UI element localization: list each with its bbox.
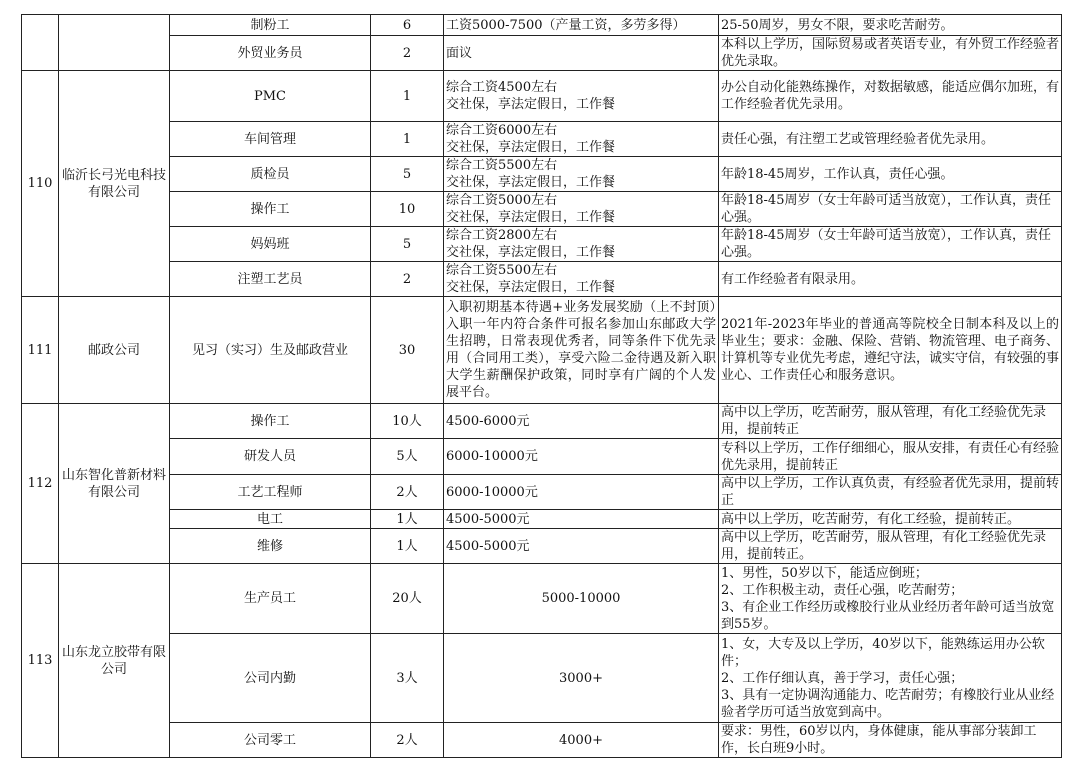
salary-line: 综合工资2800左右	[446, 228, 558, 243]
table-row	[22, 262, 1062, 297]
headcount-cell: 1	[371, 71, 444, 122]
table-row	[22, 564, 1062, 634]
headcount-cell: 30	[371, 297, 444, 404]
headcount-cell: 2	[371, 36, 444, 71]
salary-cell: 4500-5000元	[444, 510, 719, 529]
salary-line: 交社保，享法定假日，工作餐	[446, 245, 616, 260]
salary-cell	[444, 71, 719, 122]
requirement-cell: 年龄18-45周岁（女士年龄可适当放宽），工作认真，责任心强。	[719, 227, 1062, 262]
table-row	[22, 15, 1062, 36]
salary-cell: 工资5000-7500（产量工资，多劳多得）	[444, 15, 719, 36]
salary-cell: 入职初期基本待遇+业务发展奖励（上不封顶）入职一年内符合条件可报名参加山东邮政大学生招聘，日常表现优秀者，同等条件下优先录用（合同用工类），享受六险二金待遇及新入职大学生薪酬保护政策，同时享有广阔的个人发展平台。	[444, 297, 719, 404]
position-cell: 生产员工	[170, 564, 371, 634]
salary-line: 综合工资4500左右	[446, 80, 558, 95]
requirement-line: 2、工作积极主动，责任心强，吃苦耐劳；	[721, 582, 964, 598]
salary-line: 交社保，享法定假日，工作餐	[446, 97, 616, 112]
salary-cell: 3000+	[444, 634, 719, 723]
position-cell: 公司零工	[170, 723, 371, 758]
requirement-cell: 本科以上学历，国际贸易或者英语专业，有外贸工作经验者优先录取。	[719, 36, 1062, 71]
table-row	[22, 475, 1062, 510]
requirement-cell: 年龄18-45周岁（女士年龄可适当放宽），工作认真，责任心强。	[719, 192, 1062, 227]
requirement-line: 3、具有一定协调沟通能力、吃苦耐劳；有橡胶行业从业经验者学历可适当放宽到高中。	[721, 687, 1055, 720]
salary-cell: 面议	[444, 36, 719, 71]
salary-line: 综合工资6000左右	[446, 123, 558, 138]
position-cell: 电工	[170, 510, 371, 529]
table-row	[22, 529, 1062, 564]
requirement-cell: 专科以上学历，工作仔细细心，服从安排，有责任心有经验优先录用，提前转正	[719, 439, 1062, 475]
table-row	[22, 723, 1062, 758]
salary-cell	[444, 122, 719, 157]
table-row	[22, 439, 1062, 475]
headcount-cell: 2人	[371, 475, 444, 510]
row-number-cell: 110	[22, 71, 59, 297]
table-row	[22, 634, 1062, 723]
salary-cell	[444, 262, 719, 297]
requirement-cell: 2021年-2023年毕业的普通高等院校全日制本科及以上的毕业生；要求：金融、保险、营销、物流管理、电子商务、计算机等专业优先考虑，遵纪守法，诚实守信，有较强的事业心、工作责任心和服务意识。	[719, 297, 1062, 404]
position-cell: 质检员	[170, 157, 371, 192]
table-row	[22, 297, 1062, 404]
salary-cell: 6000-10000元	[444, 475, 719, 510]
table-row	[22, 157, 1062, 192]
salary-cell: 4000+	[444, 723, 719, 758]
table-row	[22, 227, 1062, 262]
requirement-cell	[719, 564, 1062, 634]
position-cell: 注塑工艺员	[170, 262, 371, 297]
position-cell: 研发人员	[170, 439, 371, 475]
headcount-cell: 5人	[371, 439, 444, 475]
requirement-cell: 高中以上学历，工作认真负责，有经验者优先录用，提前转正	[719, 475, 1062, 510]
salary-line: 交社保，享法定假日，工作餐	[446, 210, 616, 225]
salary-line: 综合工资5500左右	[446, 158, 558, 173]
headcount-cell: 1人	[371, 529, 444, 564]
headcount-cell: 5	[371, 227, 444, 262]
salary-cell: 6000-10000元	[444, 439, 719, 475]
requirement-cell: 高中以上学历，吃苦耐劳，服从管理，有化工经验优先录用，提前转正。	[719, 529, 1062, 564]
company-cell	[59, 15, 170, 71]
requirement-cell: 高中以上学历，吃苦耐劳，服从管理，有化工经验优先录用，提前转正	[719, 404, 1062, 439]
table-row	[22, 510, 1062, 529]
salary-cell: 4500-5000元	[444, 529, 719, 564]
row-number-cell: 113	[22, 564, 59, 758]
requirement-line: 3、有企业工作经历或橡胶行业从业经历者年龄可适当放宽到55岁。	[721, 599, 1055, 632]
requirement-cell: 高中以上学历，吃苦耐劳，有化工经验，提前转正。	[719, 510, 1062, 529]
salary-line: 交社保，享法定假日，工作餐	[446, 280, 616, 295]
row-number-cell	[22, 15, 59, 71]
table-row	[22, 36, 1062, 71]
headcount-cell: 10	[371, 192, 444, 227]
requirement-line: 2、工作仔细认真，善于学习，责任心强；	[721, 670, 964, 686]
headcount-cell: 20人	[371, 564, 444, 634]
position-cell: 工艺工程师	[170, 475, 371, 510]
requirement-cell: 责任心强，有注塑工艺或管理经验者优先录用。	[719, 122, 1062, 157]
position-cell: 操作工	[170, 404, 371, 439]
requirement-cell: 25-50周岁，男女不限，要求吃苦耐劳。	[719, 15, 1062, 36]
position-cell: 操作工	[170, 192, 371, 227]
salary-line: 综合工资5500左右	[446, 263, 558, 278]
company-cell: 临沂长弓光电科技有限公司	[59, 71, 170, 297]
salary-cell	[444, 192, 719, 227]
requirement-cell: 年龄18-45周岁，工作认真，责任心强。	[719, 157, 1062, 192]
position-cell: 制粉工	[170, 15, 371, 36]
requirement-line: 1、女，大专及以上学历，40岁以下，能熟练运用办公软件；	[721, 636, 1045, 669]
headcount-cell: 1	[371, 122, 444, 157]
table-row	[22, 404, 1062, 439]
position-cell: 外贸业务员	[170, 36, 371, 71]
salary-cell: 5000-10000	[444, 564, 719, 634]
recruitment-table	[21, 14, 1062, 758]
table-row	[22, 71, 1062, 122]
salary-cell	[444, 227, 719, 262]
table-row	[22, 122, 1062, 157]
company-cell: 山东龙立胶带有限公司	[59, 564, 170, 758]
row-number-cell: 112	[22, 404, 59, 564]
position-cell: 车间管理	[170, 122, 371, 157]
headcount-cell: 10人	[371, 404, 444, 439]
headcount-cell: 1人	[371, 510, 444, 529]
salary-cell	[444, 157, 719, 192]
position-cell: PMC	[170, 71, 371, 122]
salary-cell: 4500-6000元	[444, 404, 719, 439]
headcount-cell: 3人	[371, 634, 444, 723]
position-cell: 见习（实习）生及邮政营业	[170, 297, 371, 404]
row-number-cell: 111	[22, 297, 59, 404]
requirement-line: 1、男性，50岁以下，能适应倒班；	[721, 565, 928, 581]
salary-line: 交社保，享法定假日，工作餐	[446, 140, 616, 155]
requirement-cell: 有工作经验者有限录用。	[719, 262, 1062, 297]
headcount-cell: 6	[371, 15, 444, 36]
headcount-cell: 2	[371, 262, 444, 297]
position-cell: 妈妈班	[170, 227, 371, 262]
headcount-cell: 2人	[371, 723, 444, 758]
position-cell: 公司内勤	[170, 634, 371, 723]
headcount-cell: 5	[371, 157, 444, 192]
table-row	[22, 192, 1062, 227]
salary-line: 综合工资5000左右	[446, 193, 558, 208]
company-cell: 邮政公司	[59, 297, 170, 404]
requirement-cell: 办公自动化能熟练操作，对数据敏感，能适应偶尔加班，有工作经验者优先录用。	[719, 71, 1062, 122]
salary-line: 交社保，享法定假日，工作餐	[446, 175, 616, 190]
requirement-cell: 要求：男性，60岁以内，身体健康，能从事部分装卸工作，长白班9小时。	[719, 723, 1062, 758]
requirement-cell	[719, 634, 1062, 723]
company-cell: 山东智化普新材料有限公司	[59, 404, 170, 564]
position-cell: 维修	[170, 529, 371, 564]
